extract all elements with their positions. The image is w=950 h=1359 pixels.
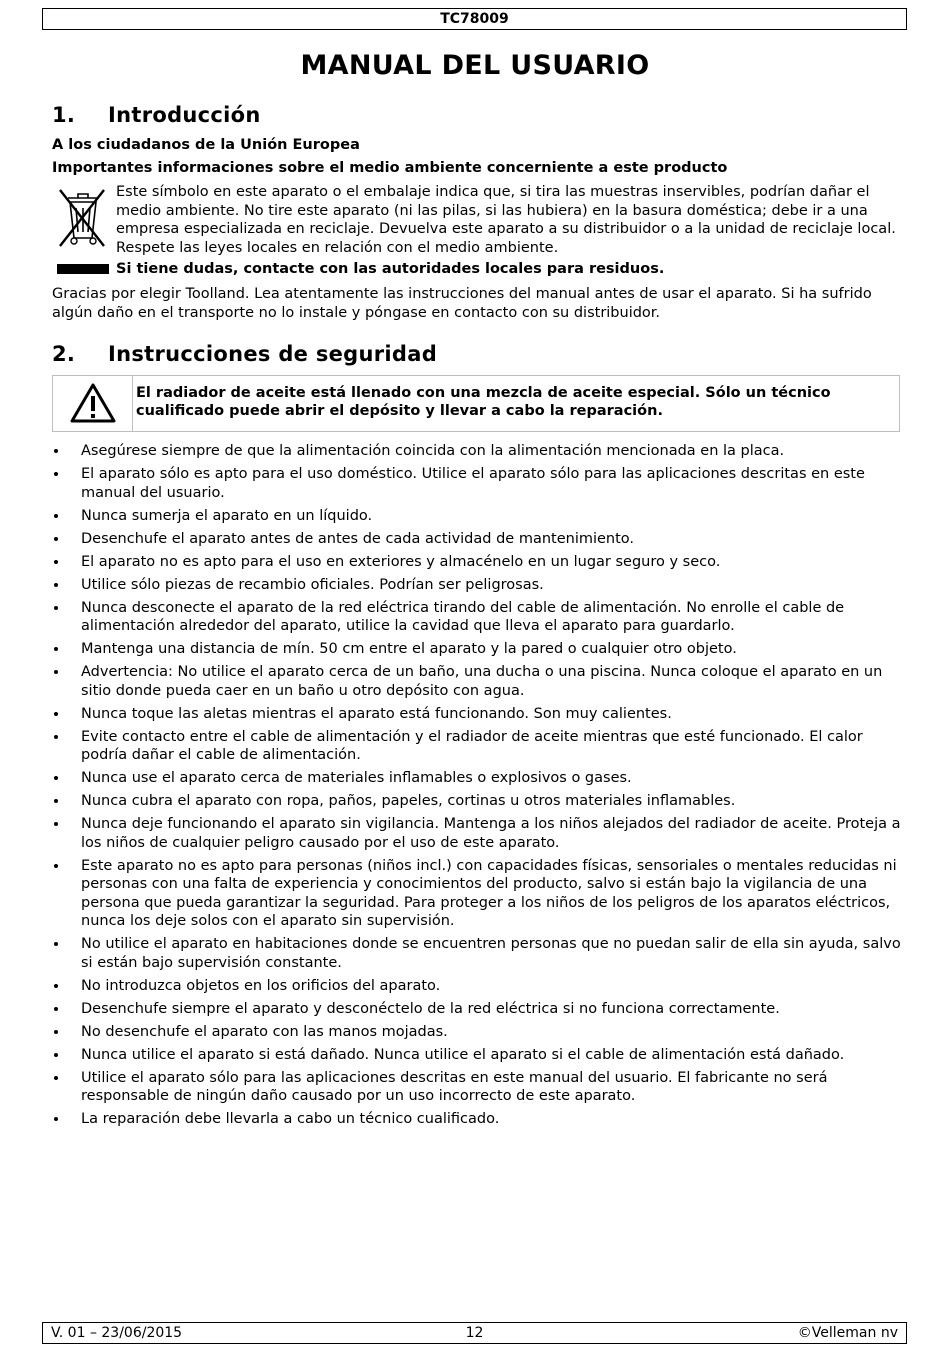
list-item: Este aparato no es apto para personas (niños incl.) con capacidades físicas, sensoriales o mentales reducidas ni personas con una falta de experiencia y conocimientos del producto, salvo si están bajo la vigilancia de una persona que pueda garantizar la seguridad. Para proteger a los niños de los peligros de los aparatos eléctricos, nunca los deje solos con el aparato sin supervisión. [52,857,902,931]
safety-list [52,442,902,1133]
section-1-number: 1. [52,103,76,127]
footer-page-number: 12 [465,1325,484,1341]
list-item: Nunca cubra el aparato con ropa, paños, papeles, cortinas u otros materiales inflamables. [52,792,902,811]
list-item: Nunca deje funcionando el aparato sin vigilancia. Mantenga a los niños alejados del radiador de aceite. Proteja a los niños de cualquier peligro causado por el uso de este aparato. [52,815,902,852]
warning-triangle-icon [69,382,117,424]
weee-bar [57,264,109,274]
warning-icon-cell [53,376,133,431]
list-item: Nunca use el aparato cerca de materiales inflamables o explosivos o gases. [52,769,902,788]
footer-copyright: ©Velleman nv [797,1325,898,1341]
weee-contact-note: Si tiene dudas, contacte con las autoridades locales para residuos. [116,261,665,277]
section-2-number: 2. [52,342,76,366]
section-2-heading [52,342,437,366]
list-item: Advertencia: No utilice el aparato cerca de un baño, una ducha o una piscina. Nunca coloque el aparato en un sitio donde pueda caer en un baño u otro depósito con agua. [52,663,902,700]
page-title [0,50,950,81]
warning-box [52,375,900,432]
footer-version: V. 01 – 23/06/2015 [51,1325,183,1341]
list-item: No utilice el aparato en habitaciones donde se encuentren personas que no puedan salir de ella sin ayuda, salvo si están bajo supervisión constante. [52,935,902,972]
list-item: No introduzca objetos en los orificios del aparato. [52,977,902,996]
list-item: Desenchufe el aparato antes de antes de cada actividad de mantenimiento. [52,530,902,549]
list-item: Utilice el aparato sólo para las aplicaciones descritas en este manual del usuario. El fabricante no será responsable de ningún daño causado por un uso incorrecto de este aparato. [52,1069,902,1106]
list-item: Nunca toque las aletas mientras el aparato está funcionando. Son muy calientes. [52,705,902,724]
weee-text: Este símbolo en este aparato o el embalaje indica que, si tira las muestras inservibles, podrían dañar el medio ambiente. No tire este aparato (ni las pilas, si las hubiera) en la basura doméstica; debe ir a una empresa especializada en reciclaje. Devuelva este aparato a su distribuidor o a la unidad de reciclaje local. Respete las leyes locales en relación con el medio ambiente. [116,184,896,256]
list-item: Nunca sumerja el aparato en un líquido. [52,507,902,526]
list-item: Desenchufe siempre el aparato y desconéctelo de la red eléctrica si no funciona correctamente. [52,1000,902,1019]
list-item: Asegúrese siempre de que la alimentación coincida con la alimentación mencionada en la placa. [52,442,902,461]
list-item: Evite contacto entre el cable de alimentación y el radiador de aceite mientras que esté funcionado. El calor podría dañar el cable de alimentación. [52,728,902,765]
thanks-paragraph: Gracias por elegir Toolland. Lea atentamente las instrucciones del manual antes de usar el aparato. Si ha sufrido algún daño en el transporte no lo instale y póngase en contacto con su distribuidor. [52,286,872,321]
page-header [42,8,907,30]
list-item: El aparato sólo es apto para el uso doméstico. Utilice el aparato sólo para las aplicaciones descritas en este manual del usuario. [52,465,902,502]
page-footer [42,1322,907,1344]
list-item: Nunca utilice el aparato si está dañado. Nunca utilice el aparato si el cable de alimentación está dañado. [52,1046,902,1065]
list-item: No desenchufe el aparato con las manos mojadas. [52,1023,902,1042]
warning-text: El radiador de aceite está llenado con una mezcla de aceite especial. Sólo un técnico cualificado puede abrir el depósito y llevar a cabo la reparación. [136,385,831,419]
list-item: Utilice sólo piezas de recambio oficiales. Podrían ser peligrosas. [52,576,902,595]
section-1-title: Introducción [108,103,261,127]
list-item: El aparato no es apto para el uso en exteriores y almacénelo en un lugar seguro y seco. [52,553,902,572]
section-1-heading [52,103,261,127]
list-item: La reparación debe llevarla a cabo un técnico cualificado. [52,1110,902,1129]
model-number: TC78009 [440,11,509,27]
section-2-title: Instrucciones de seguridad [108,342,438,366]
list-item: Mantenga una distancia de mín. 50 cm entre el aparato y la pared o cualquier otro objeto. [52,640,902,659]
page-title-text: MANUAL DEL USUARIO [300,50,650,81]
list-item: Nunca desconecte el aparato de la red eléctrica tirando del cable de alimentación. No enrolle el cable de alimentación alrededor del aparato, utilice la cavidad que lleva el aparato para guardarlo. [52,599,902,636]
weee-bin-icon [54,184,112,250]
env-heading: Importantes informaciones sobre el medio ambiente concerniente a este producto [52,160,728,176]
eu-heading: A los ciudadanos de la Unión Europea [52,137,360,153]
